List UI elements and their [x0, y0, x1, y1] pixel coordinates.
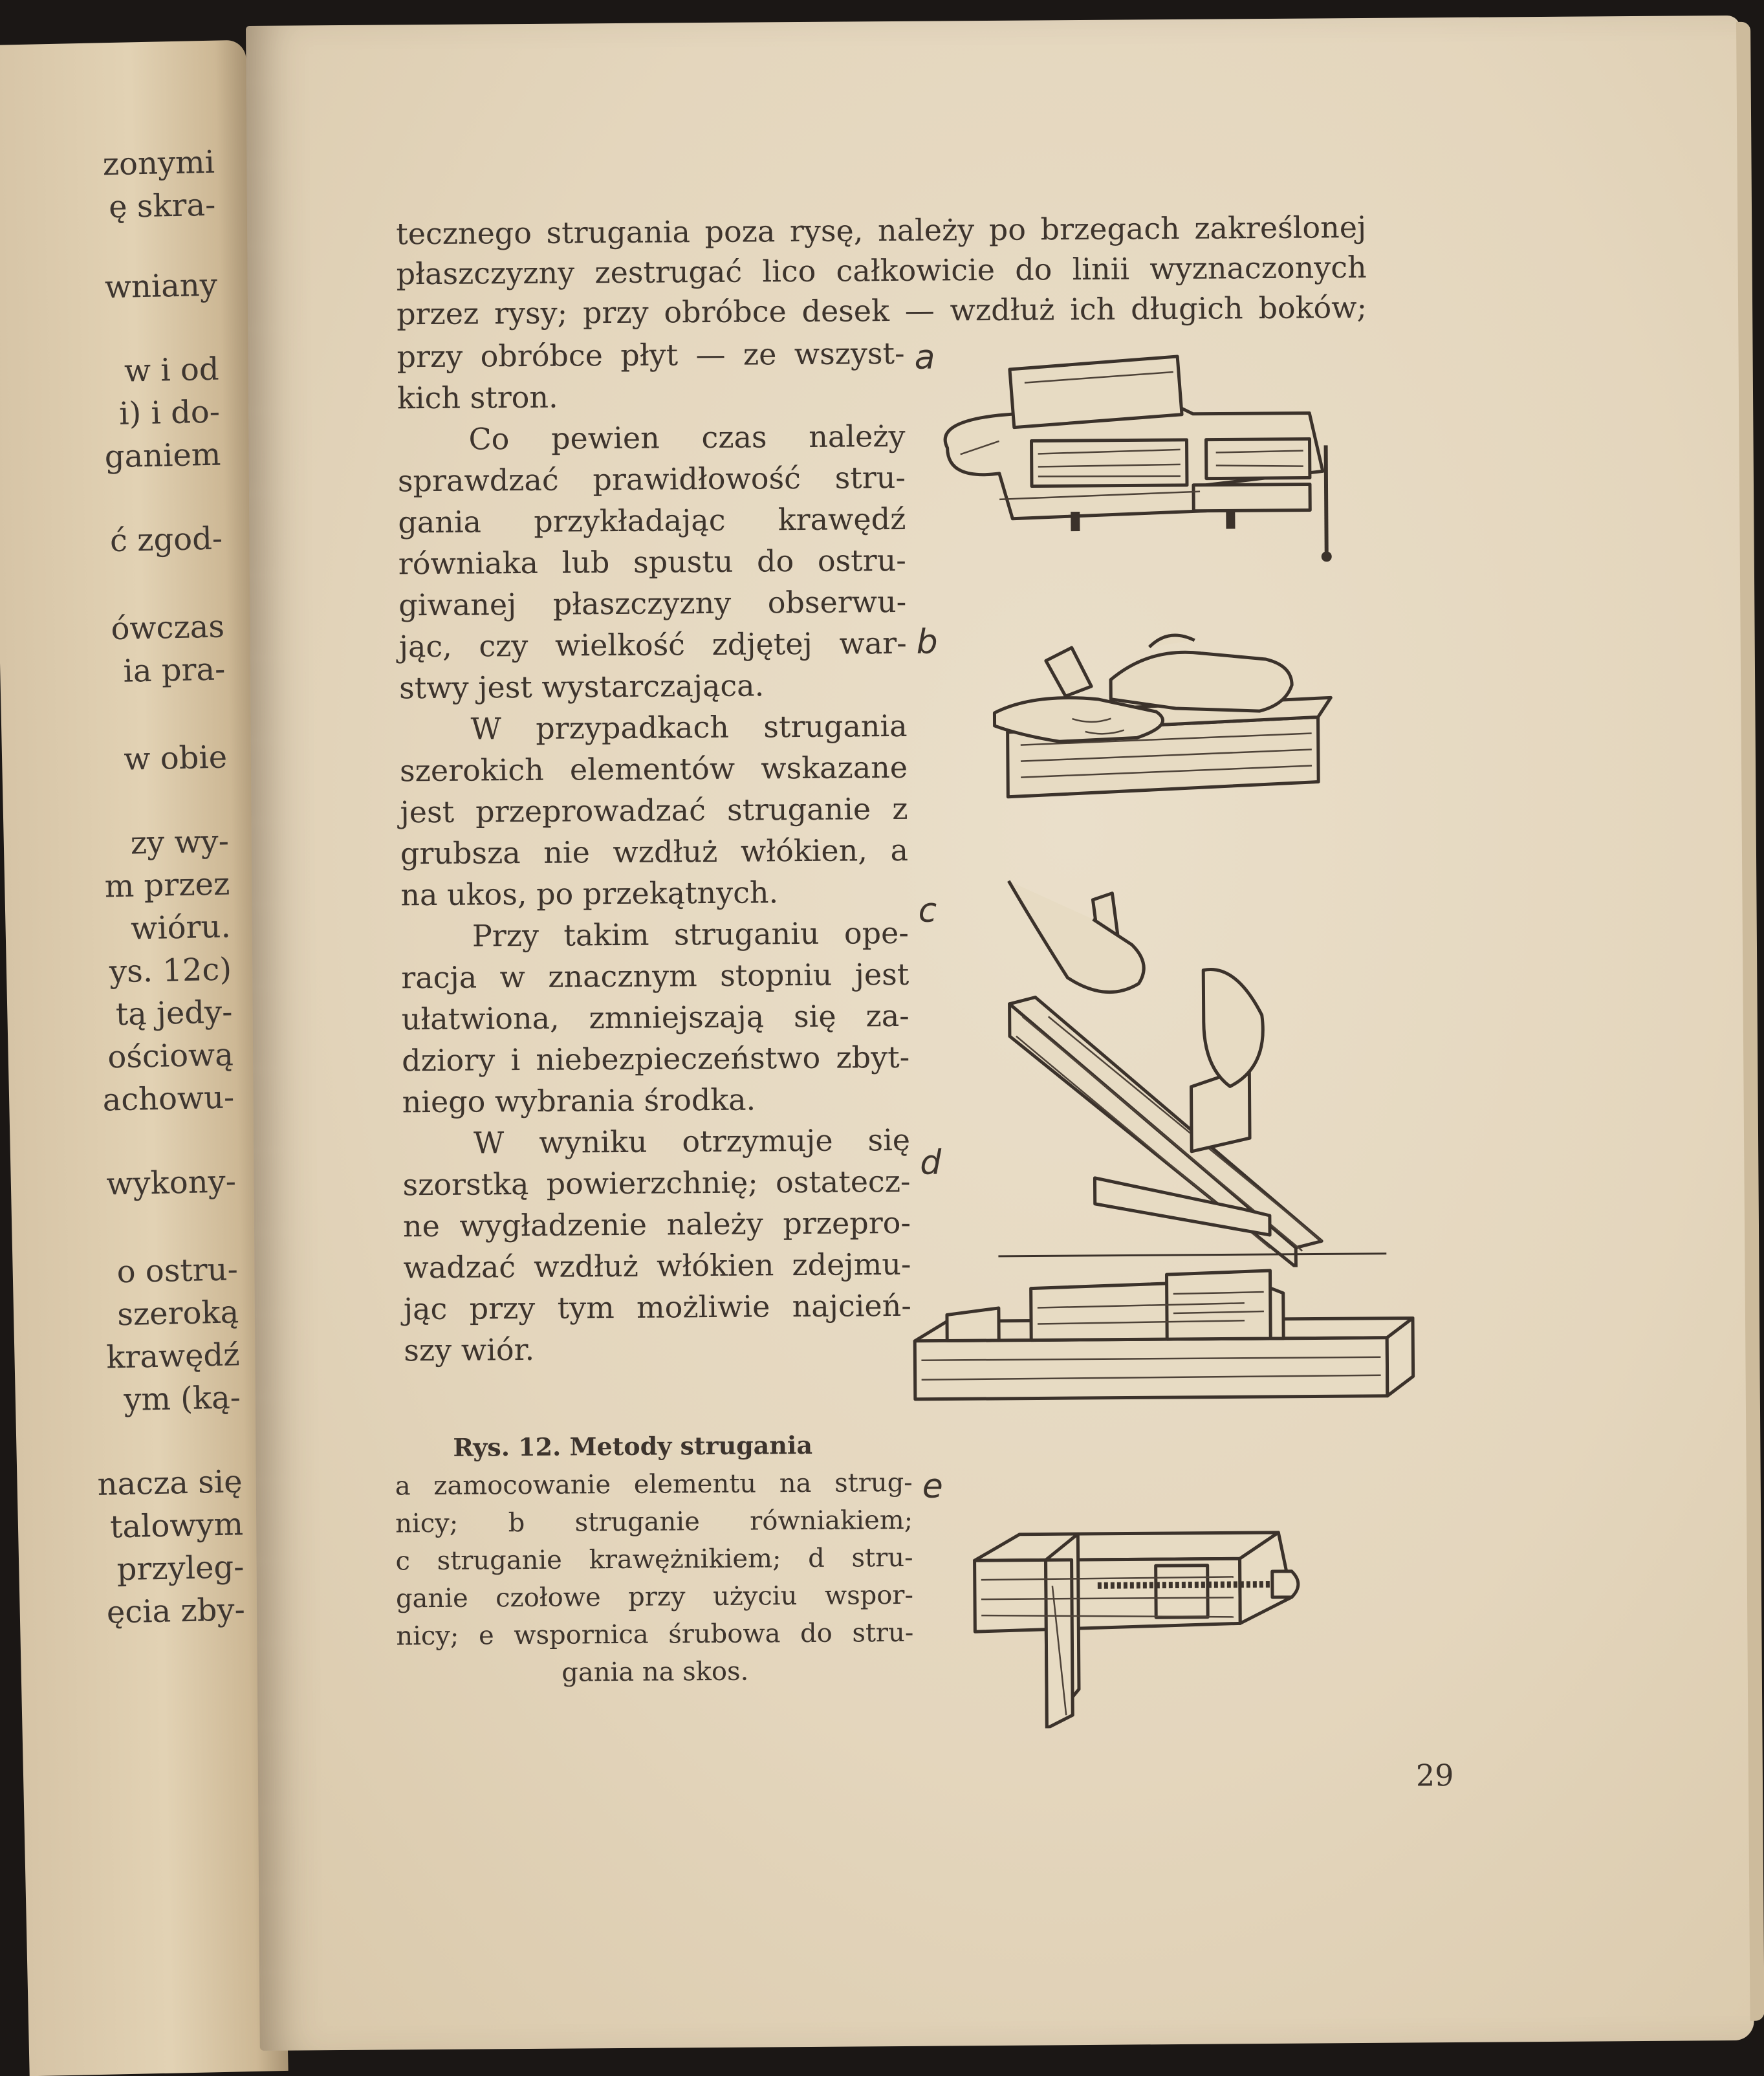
left-text-line: w i od [124, 351, 220, 389]
left-text-line: ganiem [104, 436, 221, 475]
figure-label-a: a [914, 338, 935, 377]
left-text-line: ym (ką- [123, 1379, 241, 1419]
left-text-line: ościową [107, 1036, 234, 1076]
body-line: W przypadkach strugania [470, 708, 908, 747]
illustration-edge-plane [996, 853, 1399, 1269]
figure-caption-line: ganie czołowe przy użyciu wspor- [395, 1580, 914, 1614]
left-text-line: zy wy- [130, 823, 230, 862]
left-text-line: ia pra- [122, 651, 226, 690]
body-line: sprawdzać prawidłowość stru- [397, 459, 906, 499]
left-text-line: talowym [109, 1506, 244, 1546]
right-page [246, 16, 1754, 2051]
figure-caption-line: gania na skos. [561, 1656, 749, 1688]
body-line: stwy jest wystarczająca. [398, 668, 765, 706]
figure-label-d: d [920, 1143, 942, 1183]
body-line: gania przykładając krawędź [398, 501, 906, 540]
left-text-line: wniany [104, 267, 218, 306]
body-line: giwanej płaszczyzny obserwu- [398, 584, 907, 623]
body-line: szorstką powierzchnię; ostatecz- [402, 1163, 911, 1203]
left-text-line: ówczas [110, 608, 225, 648]
left-text-line: krawędź [105, 1337, 241, 1376]
left-page [0, 40, 289, 2076]
left-text-line: ęcia zby- [106, 1591, 246, 1631]
left-text-line: przyleg- [116, 1549, 245, 1588]
figure-caption-line: nicy; b struganie równiakiem; [395, 1505, 913, 1539]
left-text-line: m przez [104, 866, 230, 905]
page-number: 29 [1415, 1758, 1454, 1793]
body-line: tecznego strugania poza rysę, należy po brzegach zakreślonej [396, 209, 1367, 252]
left-text-line: wykony- [105, 1163, 237, 1203]
left-text-line: szeroką [116, 1294, 239, 1333]
body-line: przy obróbce płyt — ze wszyst- [397, 335, 905, 375]
body-line: grubsza nie wzdłuż włókien, a [400, 832, 909, 871]
left-text-line: nacza się [97, 1463, 243, 1503]
figure-label-e: e [922, 1467, 943, 1506]
body-line: równiaka lub spustu do ostru- [398, 542, 906, 582]
illustration-screw-hook [968, 1519, 1331, 1729]
body-line: przez rysy; przy obróbce desek — wzdłuż ich długich boków; [396, 289, 1367, 332]
body-line: Co pewien czas należy [468, 418, 906, 457]
left-text-line: ę skra- [108, 186, 216, 226]
left-text-line: ys. 12c) [109, 951, 232, 990]
illustration-bench-hook [908, 1266, 1426, 1419]
illustration-workbench [920, 342, 1362, 565]
body-line: jest przeprowadzać struganie z [400, 791, 908, 830]
figure-caption-title: Rys. 12. Metody strugania [453, 1430, 813, 1462]
body-line: jąc przy tym możliwie najcień- [403, 1287, 912, 1327]
body-line: dziory i niebezpieczeństwo zbyt- [401, 1039, 910, 1078]
body-line: racja w znacznym stopniu jest [401, 956, 909, 996]
body-line: płaszczyzny zestrugać lico całkowicie do linii wyznaczonych [396, 249, 1367, 292]
body-line: na ukos, po przekątnych. [400, 875, 779, 913]
left-text-line: tą jedy- [115, 994, 233, 1033]
left-text-line: i) i do- [118, 393, 221, 432]
figure-label-c: c [918, 891, 937, 930]
left-text-line: wióru. [130, 908, 232, 947]
body-line: jąc, czy wielkość zdjętej war- [398, 625, 907, 664]
body-line: Przy takim struganiu ope- [472, 915, 909, 954]
left-text-line: w obie [123, 739, 228, 778]
left-text-line: zonymi [102, 144, 215, 183]
figure-caption-line: c struganie krawężnikiem; d stru- [395, 1542, 913, 1577]
figure-label-b: b [916, 622, 938, 662]
left-text-line: o ostru- [116, 1251, 239, 1291]
figure-caption-line: a zamocowanie elementu na strug- [395, 1467, 913, 1502]
left-text-line: ć zgod- [109, 520, 223, 560]
page-edge [1736, 22, 1764, 2021]
illustration-hand-plane [981, 620, 1344, 803]
body-line: ułatwiona, zmniejszają się za- [401, 998, 909, 1037]
body-line: niego wybrania środka. [402, 1082, 756, 1120]
figure-caption-line: nicy; e wspornica śrubowa do stru- [396, 1617, 914, 1652]
body-line: szy wiór. [404, 1331, 535, 1368]
left-text-line: achowu- [102, 1079, 235, 1119]
body-line: kich stron. [397, 379, 558, 416]
body-line: ne wygładzenie należy przepro- [402, 1205, 911, 1244]
body-line: szerokich elementów wskazane [399, 749, 908, 789]
body-line: wadzać wzdłuż włókien zdejmu- [403, 1246, 911, 1285]
body-line: W wyniku otrzymuje się [473, 1122, 911, 1161]
